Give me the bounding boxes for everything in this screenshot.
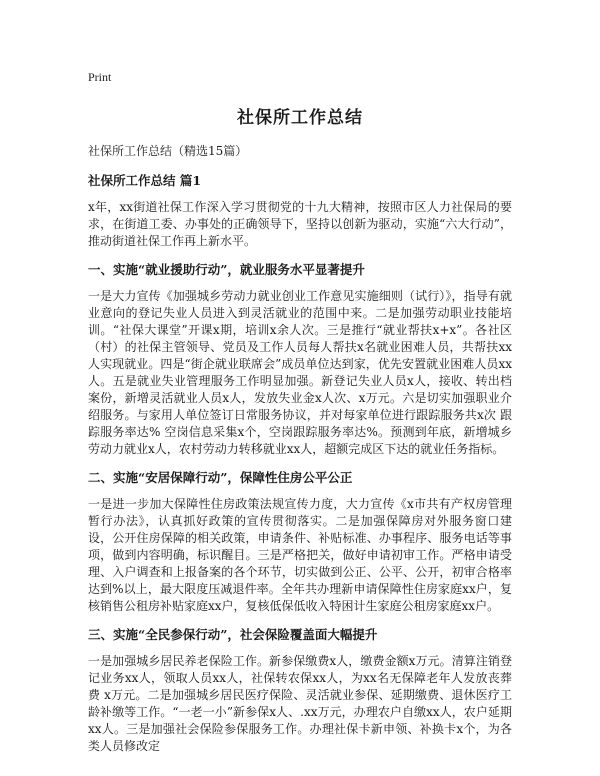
section-heading-1: 一、实施“就业援助行动”，就业服务水平显著提升 <box>88 262 365 277</box>
document-subtitle: 社保所工作总结（精选15篇） <box>88 144 248 158</box>
section-body-3: 一是加强城乡居民养老保险工作。新参保缴费x人，缴费金额x万元。清算注销登记业务xx人，领取人员xx人，社保转农保xx人，为xx名无保障老年人发放丧葬费 x万元。二是加强城乡居民医疗保险、灵活就业参保、延期缴费、退休医疗工龄补缴等工作。“一老一小”新参保x人、.xx万元，办理农户自缴xx人，农户延期xx人。三是加强社会保险参保服务工作。办理社保卡新申领、补换卡x个，为各类人员修改定 <box>88 654 512 753</box>
document-title: 社保所工作总结 <box>237 108 363 128</box>
intro-paragraph: x年，xx街道社保工作深入学习贯彻党的十九大精神，按照市区人力社保局的要求，在街道工委、办事处的正确领导下，坚持以创新为驱动，实施“六大行动”，推动街道社保工作再上新水平。 <box>88 200 512 248</box>
section-heading-3: 三、实施“全民参保行动”，社会保险覆盖面大幅提升 <box>88 627 378 642</box>
print-label: Print <box>88 70 112 84</box>
section-body-2: 一是进一步加大保障性住房政策法规宣传力度，大力宣传《x市共有产权房管理暂行办法》，认真抓好政策的宣传贯彻落实。二是加强保障房对外服务窗口建设，公开住房保障的相关政策，申请条件、补贴标准、办事程序、服务电话等事项，做到内容明确，标识醒目。三是严格把关，做好申请初审工作。严格申请受理、入户调查和上报备案的各个环节，切实做到公正、公平、公开，初审合格率达到%以上，最大限度压减退件率。全年共办理新申请保障性住房家庭xx户，复核销售公租房补贴家庭xx户，复核低保低收入特困计生家庭公租房家庭xx户。 <box>88 497 512 613</box>
section-body-1: 一是大力宣传《加强城乡劳动力就业创业工作意见实施细则（试行）》，指导有就业意向的登记失业人员进入到灵活就业的范围中来。二是加强劳动职业技能培训。“社保大课堂”开课x期，培训x余人次。三是推行“就业帮扶x+x”。各社区（村）的社保主管领导、党员及工作人员每人帮扶x名就业困难人员，共帮扶xx人实现就业。四是“街企就业联席会”成员单位达到家，优先安置就业困难人员xx人。五是就业失业管理服务工作明显加强。新登记失业人员x人，接收、转出档案份，新增灵活就业人员x人，发放失业金x人次、x万元。六是切实加强职业介绍服务。与家用人单位签订日常服务协议，并对每家单位进行跟踪服务共x次 跟踪服务率达% 空岗信息采集x个，空岗跟踪服务率达%。预测到年底，新增城乡劳动力就业x人，农村劳动力转移就业xx人，超额完成区下达的就业任务指标。 <box>88 289 512 456</box>
section-heading-2: 二、实施“安居保障行动”，保障性住房公平公正 <box>88 470 353 485</box>
chapter-heading: 社保所工作总结 篇1 <box>88 173 202 188</box>
